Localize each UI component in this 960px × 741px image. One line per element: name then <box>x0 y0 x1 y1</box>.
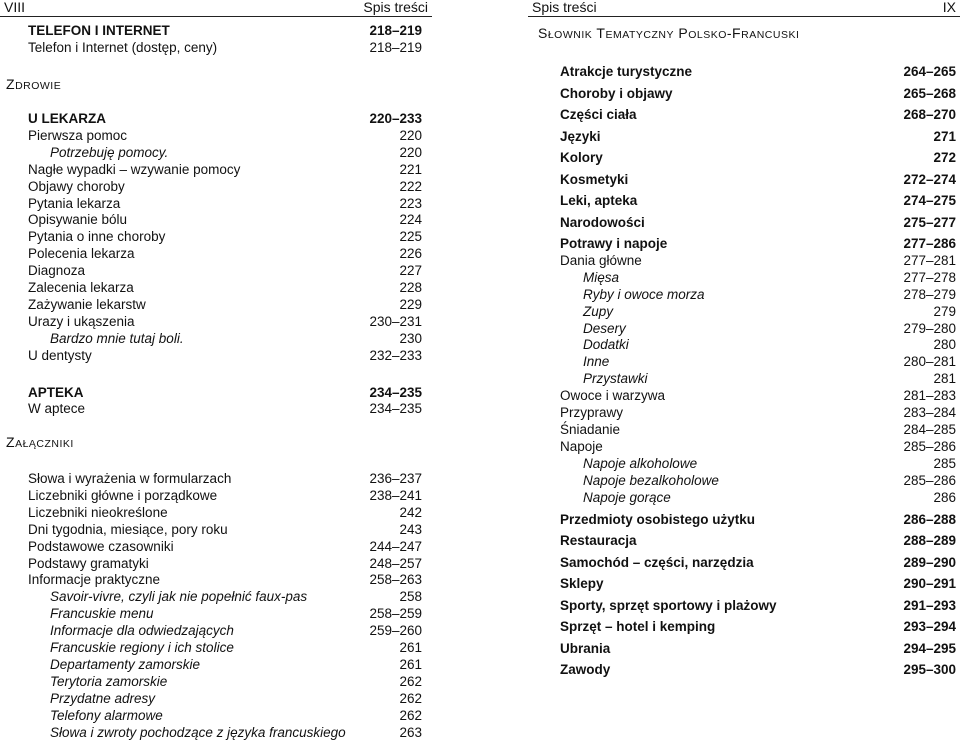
toc-entry-pages: 229 <box>399 297 422 312</box>
toc-entry <box>28 330 422 347</box>
right-page <box>528 0 960 738</box>
section-heading: ZDROWIE <box>6 76 62 92</box>
toc-entry <box>560 575 956 592</box>
toc-entry-title: APTEKA <box>28 385 84 400</box>
toc-entry <box>560 235 956 252</box>
toc-entry <box>28 39 422 56</box>
toc-entry-title: Pytania lekarza <box>28 196 121 211</box>
toc-entry <box>28 296 422 313</box>
toc-entry-pages: 262 <box>399 708 422 723</box>
toc-entry-pages: 262 <box>399 674 422 689</box>
toc-entry <box>560 472 956 489</box>
toc-entry-title: Kosmetyki <box>560 172 629 187</box>
toc-entry-pages: 277–281 <box>903 253 956 268</box>
toc-entry <box>560 489 956 506</box>
running-header <box>0 0 432 17</box>
toc-entry <box>28 195 422 212</box>
toc-entry-title: Potrzebuję pomocy. <box>50 145 169 160</box>
toc-entry <box>28 538 422 555</box>
page-number: IX <box>942 0 956 15</box>
toc-entry <box>28 279 422 296</box>
toc-entry-pages: 285–286 <box>903 439 956 454</box>
toc-entry-title: Sprzęt – hotel i kemping <box>560 619 716 634</box>
toc-entry-title: Części ciała <box>560 107 637 122</box>
toc-entry-pages: 258–259 <box>369 606 422 621</box>
toc-entry <box>560 63 956 80</box>
toc-entry-title: Napoje gorące <box>583 490 671 505</box>
toc-entry <box>560 214 956 231</box>
toc-entry <box>560 532 956 549</box>
toc-entry-title: Informacje praktyczne <box>28 572 161 587</box>
toc-entry <box>28 639 422 656</box>
toc-entry-title: Sporty, sprzęt sportowy i plażowy <box>560 598 777 613</box>
toc-entry-title: Departamenty zamorskie <box>50 657 201 672</box>
toc-entry-title: Narodowości <box>560 215 645 230</box>
toc-entry-pages: 286–288 <box>903 512 956 527</box>
toc-entry-title: Pierwsza pomoc <box>28 128 128 143</box>
toc-entry-title: Zupy <box>583 304 614 319</box>
toc-entry-title: Pytania o inne choroby <box>28 229 166 244</box>
toc-entry-pages: 220–233 <box>369 111 422 126</box>
toc-entry <box>560 438 956 455</box>
toc-entry-title: Leki, apteka <box>560 193 638 208</box>
toc-entry-title: Mięsa <box>583 270 620 285</box>
toc-entry-pages: 258 <box>399 589 422 604</box>
toc-entry-pages: 220 <box>399 145 422 160</box>
toc-entry <box>560 421 956 438</box>
toc-entry <box>560 336 956 353</box>
toc-entry-title: Zawody <box>560 662 611 677</box>
section-heading: SŁOWNIK TEMATYCZNY POLSKO-FRANCUSKI <box>538 25 800 41</box>
toc-entry-pages: 285–286 <box>903 473 956 488</box>
toc-entry-pages: 289–290 <box>903 555 956 570</box>
toc-entry-pages: 261 <box>399 657 422 672</box>
toc-entry-pages: 227 <box>399 263 422 278</box>
toc-entry-title: Liczebniki główne i porządkowe <box>28 488 218 503</box>
toc-entry <box>560 554 956 571</box>
toc-entry-pages: 284–285 <box>903 422 956 437</box>
toc-entry-title: Choroby i objawy <box>560 86 673 101</box>
toc-entry <box>560 661 956 678</box>
toc-entry-pages: 291–293 <box>903 598 956 613</box>
toc-entry-pages: 242 <box>399 505 422 520</box>
toc-entry-title: Kolory <box>560 150 603 165</box>
toc-entry-pages: 277–278 <box>903 270 956 285</box>
toc-entry <box>560 404 956 421</box>
toc-entry-title: TELEFON I INTERNET <box>28 23 170 38</box>
toc-entry <box>28 161 422 178</box>
toc-entry <box>28 22 422 39</box>
toc-entry <box>28 470 422 487</box>
toc-entry-title: Przydatne adresy <box>50 691 156 706</box>
toc-entry-pages: 234–235 <box>369 401 422 416</box>
toc-entry-pages: 283–284 <box>903 405 956 420</box>
toc-entry-title: Ubrania <box>560 641 611 656</box>
toc-entry-pages: 271 <box>933 129 956 144</box>
toc-entry-title: Liczebniki nieokreślone <box>28 505 168 520</box>
toc-entry-title: Ryby i owoce morza <box>583 287 705 302</box>
toc-entry <box>560 252 956 269</box>
toc-entry-pages: 236–237 <box>369 471 422 486</box>
toc-entry-pages: 285 <box>933 456 956 471</box>
toc-entry-pages: 224 <box>399 212 422 227</box>
toc-entry-title: Przyprawy <box>560 405 624 420</box>
toc-entry <box>28 555 422 572</box>
toc-entry-pages: 218–219 <box>369 40 422 55</box>
left-page <box>0 0 432 738</box>
toc-entry <box>560 387 956 404</box>
toc-entry-pages: 228 <box>399 280 422 295</box>
toc-entry <box>560 370 956 387</box>
toc-entry <box>28 622 422 639</box>
toc-entry-pages: 274–275 <box>903 193 956 208</box>
toc-entry <box>560 353 956 370</box>
toc-entry-title: Dodatki <box>583 337 629 352</box>
toc-entry-pages: 243 <box>399 522 422 537</box>
toc-entry-pages: 294–295 <box>903 641 956 656</box>
toc-entry-title: Sklepy <box>560 576 604 591</box>
toc-entry-title: Napoje <box>560 439 603 454</box>
toc-entry-title: Savoir-vivre, czyli jak nie popełnić faux-pas <box>50 589 308 604</box>
toc-entry-pages: 293–294 <box>903 619 956 634</box>
toc-entry-pages: 234–235 <box>369 385 422 400</box>
toc-entry-title: U dentysty <box>28 348 92 363</box>
toc-entry <box>28 144 422 161</box>
toc-entry <box>28 605 422 622</box>
toc-entry-pages: 218–219 <box>369 23 422 38</box>
toc-entry-title: Dania główne <box>560 253 642 268</box>
toc-entry-pages: 281 <box>933 371 956 386</box>
toc-entry-pages: 272–274 <box>903 172 956 187</box>
toc-entry <box>560 149 956 166</box>
toc-entry-pages: 222 <box>399 179 422 194</box>
toc-entry <box>28 588 422 605</box>
toc-entry-title: Śniadanie <box>560 422 621 437</box>
toc-entry-pages: 261 <box>399 640 422 655</box>
toc-entry-pages: 265–268 <box>903 86 956 101</box>
toc-entry-pages: 221 <box>399 162 422 177</box>
toc-entry <box>28 245 422 262</box>
toc-entry-title: Urazy i ukąszenia <box>28 314 135 329</box>
running-header <box>528 0 960 17</box>
toc-entry-pages: 295–300 <box>903 662 956 677</box>
toc-entry <box>28 690 422 707</box>
toc-entry-pages: 258–263 <box>369 572 422 587</box>
toc-entry <box>560 320 956 337</box>
toc-entry <box>560 192 956 209</box>
toc-entry-title: Dni tygodnia, miesiące, pory roku <box>28 522 228 537</box>
toc-entry-pages: 230 <box>399 331 422 346</box>
toc-entry-title: Atrakcje turystyczne <box>560 64 693 79</box>
toc-entry <box>28 110 422 127</box>
toc-entry-title: Opisywanie bólu <box>28 212 128 227</box>
toc-entry <box>28 487 422 504</box>
toc-entry <box>28 347 422 364</box>
toc-entry-title: Zalecenia lekarza <box>28 280 134 295</box>
toc-entry <box>560 618 956 635</box>
toc-entry-pages: 223 <box>399 196 422 211</box>
toc-entry-pages: 262 <box>399 691 422 706</box>
running-title: Spis treści <box>532 0 597 15</box>
toc-entry-title: Telefony alarmowe <box>50 708 163 723</box>
toc-entry-pages: 259–260 <box>369 623 422 638</box>
toc-entry-pages: 230–231 <box>369 314 422 329</box>
toc-entry-title: Diagnoza <box>28 263 86 278</box>
toc-entry <box>28 656 422 673</box>
toc-entry <box>28 673 422 690</box>
toc-entry-pages: 281–283 <box>903 388 956 403</box>
toc-entry <box>560 85 956 102</box>
toc-entry <box>560 597 956 614</box>
toc-entry-pages: 278–279 <box>903 287 956 302</box>
toc-entry-title: Podstawowe czasowniki <box>28 539 174 554</box>
toc-entry-pages: 279 <box>933 304 956 319</box>
toc-entry <box>28 313 422 330</box>
toc-entry-pages: 220 <box>399 128 422 143</box>
toc-entry <box>560 106 956 123</box>
toc-entry-title: Napoje alkoholowe <box>583 456 698 471</box>
toc-entry-title: Przystawki <box>583 371 648 386</box>
toc-entry-pages: 268–270 <box>903 107 956 122</box>
toc-entry-title: Języki <box>560 129 601 144</box>
toc-entry-pages: 264–265 <box>903 64 956 79</box>
toc-entry <box>28 571 422 588</box>
toc-entry-title: Owoce i warzywa <box>560 388 666 403</box>
toc-entry <box>28 178 422 195</box>
toc-entry-title: W aptece <box>28 401 86 416</box>
toc-entry-title: Nagłe wypadki – wzywanie pomocy <box>28 162 241 177</box>
toc-entry-title: Francuskie menu <box>50 606 154 621</box>
toc-entry <box>560 640 956 657</box>
toc-entry <box>560 128 956 145</box>
toc-entry <box>28 707 422 724</box>
toc-entry-pages: 232–233 <box>369 348 422 363</box>
toc-entry-title: Podstawy gramatyki <box>28 556 149 571</box>
toc-entry <box>560 269 956 286</box>
toc-entry <box>28 228 422 245</box>
toc-entry-pages: 277–286 <box>903 236 956 251</box>
toc-entry-title: Przedmioty osobistego użytku <box>560 512 756 527</box>
toc-entry <box>560 455 956 472</box>
toc-entry-title: Restauracja <box>560 533 637 548</box>
toc-entry-pages: 275–277 <box>903 215 956 230</box>
toc-entry-pages: 280 <box>933 337 956 352</box>
toc-entry-pages: 248–257 <box>369 556 422 571</box>
toc-entry <box>28 127 422 144</box>
toc-entry-pages: 226 <box>399 246 422 261</box>
toc-entry-pages: 279–280 <box>903 321 956 336</box>
section-heading: ZAŁĄCZNIKI <box>6 434 74 450</box>
toc-entry-pages: 286 <box>933 490 956 505</box>
page-number: VIII <box>4 0 26 15</box>
toc-entry <box>560 171 956 188</box>
toc-entry-title: Desery <box>583 321 626 336</box>
toc-entry-title: Telefon i Internet (dostęp, ceny) <box>28 40 218 55</box>
toc-entry-title: U LEKARZA <box>28 111 106 126</box>
toc-entry-title: Słowa i wyrażenia w formularzach <box>28 471 232 486</box>
toc-entry <box>28 400 422 417</box>
toc-entry-title: Napoje bezalkoholowe <box>583 473 719 488</box>
running-title: Spis treści <box>363 0 428 15</box>
toc-entry-title: Zażywanie lekarstw <box>28 297 146 312</box>
toc-entry-title: Bardzo mnie tutaj boli. <box>50 331 184 346</box>
toc-entry-title: Francuskie regiony i ich stolice <box>50 640 234 655</box>
toc-entry <box>560 303 956 320</box>
toc-entry-title: Terytoria zamorskie <box>50 674 168 689</box>
toc-entry-title: Informacje dla odwiedzających <box>50 623 234 638</box>
toc-entry <box>28 211 422 228</box>
toc-entry-title: Inne <box>583 354 610 369</box>
toc-entry-pages: 280–281 <box>903 354 956 369</box>
toc-entry-title: Samochód – części, narzędzia <box>560 555 754 570</box>
toc-entry <box>560 286 956 303</box>
toc-entry <box>28 504 422 521</box>
toc-entry <box>28 521 422 538</box>
toc-entry-pages: 272 <box>933 150 956 165</box>
toc-entry-title: Polecenia lekarza <box>28 246 135 261</box>
toc-entry <box>28 262 422 279</box>
toc-entry-title: Słowa i zwroty pochodzące z języka francuskiego <box>50 725 346 740</box>
toc-entry-title: Potrawy i napoje <box>560 236 668 251</box>
toc-entry <box>28 724 422 741</box>
toc-entry-pages: 238–241 <box>369 488 422 503</box>
toc-entry <box>560 511 956 528</box>
toc-entry-title: Objawy choroby <box>28 179 125 194</box>
toc-entry-pages: 288–289 <box>903 533 956 548</box>
toc-entry-pages: 290–291 <box>903 576 956 591</box>
toc-entry-pages: 244–247 <box>369 539 422 554</box>
toc-entry-pages: 225 <box>399 229 422 244</box>
toc-entry <box>28 384 422 401</box>
toc-entry-pages: 263 <box>399 725 422 740</box>
